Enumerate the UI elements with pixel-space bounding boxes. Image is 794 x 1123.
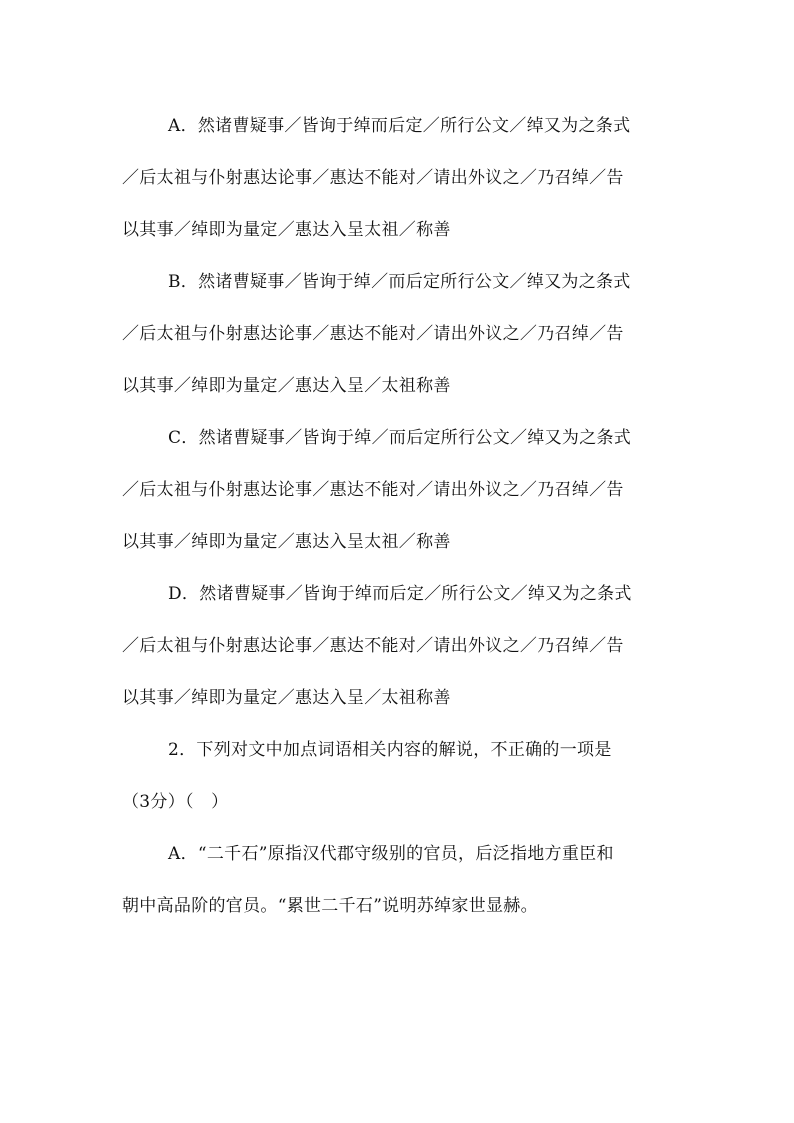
option-c-line-1: C．然诸曹疑事／皆询于绰／而后定所行公文／绰又为之条式 <box>168 428 632 448</box>
question-2-line-2: （3分）（ ） <box>122 792 229 812</box>
document-page <box>122 100 662 932</box>
option-b <box>122 256 662 412</box>
option-a-line-2: ／后太祖与仆射惠达论事／惠达不能对／请出外议之／乃召绰／告 <box>122 168 624 188</box>
question-2-line-1: 2．下列对文中加点词语相关内容的解说，不正确的一项是 <box>168 740 612 760</box>
option-a-line-3: 以其事／绰即为量定／惠达入呈太祖／称善 <box>122 220 451 240</box>
option-d-line-3: 以其事／绰即为量定／惠达入呈／太祖称善 <box>122 688 451 708</box>
question-2-option-a-line-1: A．“二千石”原指汉代郡守级别的官员，后泛指地方重臣和 <box>168 844 614 864</box>
option-a-line-1: A．然诸曹疑事／皆询于绰而后定／所行公文／绰又为之条式 <box>168 116 631 136</box>
question-2-option-a <box>122 828 662 932</box>
question-2 <box>122 724 662 828</box>
question-2-option-a-line-2: 朝中高品阶的官员。“累世二千石”说明苏绰家世显赫。 <box>122 896 538 916</box>
option-b-line-3: 以其事／绰即为量定／惠达入呈／太祖称善 <box>122 376 451 396</box>
option-c-line-2: ／后太祖与仆射惠达论事／惠达不能对／请出外议之／乃召绰／告 <box>122 480 624 500</box>
option-c-line-3: 以其事／绰即为量定／惠达入呈太祖／称善 <box>122 532 451 552</box>
option-b-line-2: ／后太祖与仆射惠达论事／惠达不能对／请出外议之／乃召绰／告 <box>122 324 624 344</box>
option-d-line-1: D．然诸曹疑事／皆询于绰而后定／所行公文／绰又为之条式 <box>168 584 632 604</box>
option-b-line-1: B．然诸曹疑事／皆询于绰／而后定所行公文／绰又为之条式 <box>168 272 631 292</box>
option-c <box>122 412 662 568</box>
option-d-line-2: ／后太祖与仆射惠达论事／惠达不能对／请出外议之／乃召绰／告 <box>122 636 624 656</box>
option-a <box>122 100 662 256</box>
option-d <box>122 568 662 724</box>
